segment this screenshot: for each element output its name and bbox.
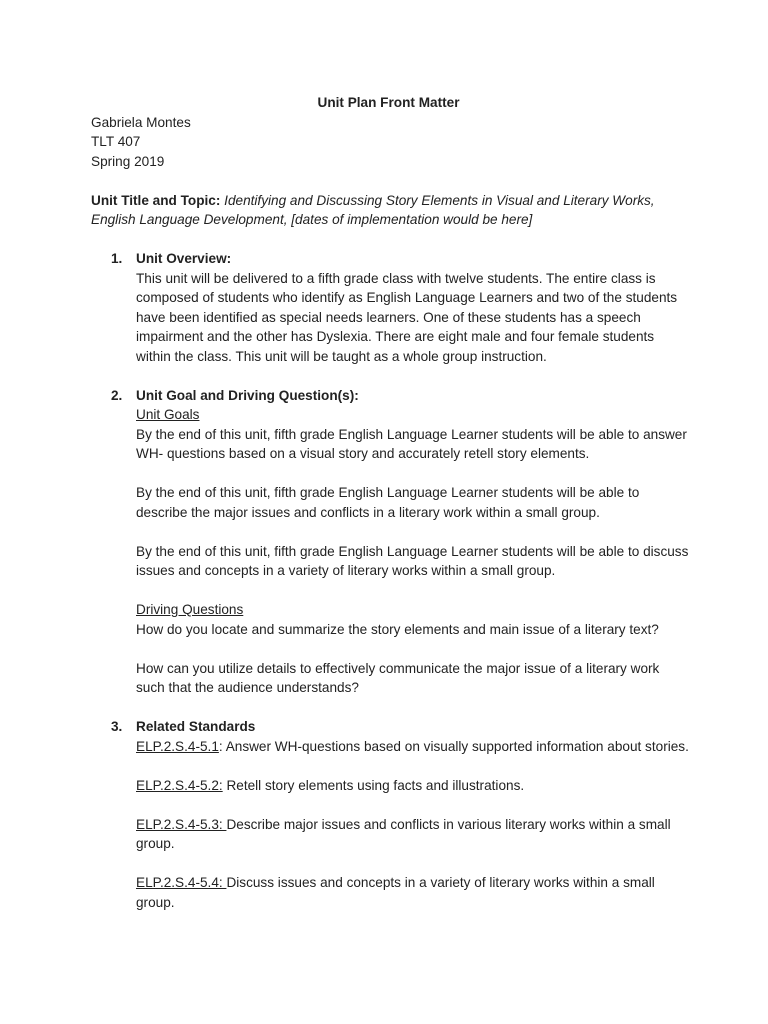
unit-goals-label: Unit Goals xyxy=(136,407,200,422)
spacer xyxy=(136,464,691,484)
standard-item xyxy=(136,776,691,796)
document-page xyxy=(91,93,691,912)
standard-text: : Answer WH-questions based on visually supported information about stories. xyxy=(218,738,689,754)
overview-body: This unit will be delivered to a fifth grade class with twelve students. The entire class is composed of students who identify as English Language Learners and two of the students have been identified as special needs learners. One of these students has a speech impairment and the other has Dyslexia. There are eight male and four female students within the class. This unit will be taught as a whole group instruction. xyxy=(136,270,678,364)
unit-title-text: Identifying and Discussing Story Elements in Visual and Literary Works, English Language Development, [dates of implementation would be here] xyxy=(91,192,655,227)
section-number: 2. xyxy=(111,387,123,403)
section-heading: Related Standards xyxy=(136,719,256,734)
standard-text: Discuss issues and concepts in a variety of literary works within a small group. xyxy=(136,875,655,910)
standard-text: Retell story elements using facts and illustrations. xyxy=(222,777,525,793)
driving-questions-label: Driving Questions xyxy=(136,602,244,617)
spacer xyxy=(136,581,691,601)
unit-goal: By the end of this unit, fifth grade English Language Learner students will be able to discuss issues and concepts in a variety of literary works within a small group. xyxy=(136,543,689,578)
driving-question: How do you locate and summarize the story elements and main issue of a literary text? xyxy=(136,621,659,637)
unit-goal: By the end of this unit, fifth grade English Language Learner students will be able to describe the major issues and conflicts in a literary work within a small group. xyxy=(136,485,640,520)
standard-item xyxy=(136,815,691,854)
section-unit-goals xyxy=(91,386,691,698)
spacer xyxy=(91,698,691,718)
standard-code: ELP.2.S.4-5.4: xyxy=(136,875,227,890)
spacer xyxy=(136,639,691,659)
document-title: Unit Plan Front Matter xyxy=(317,95,460,110)
term: Spring 2019 xyxy=(91,153,165,169)
spacer xyxy=(91,366,691,386)
spacer xyxy=(91,230,691,250)
unit-title-paragraph xyxy=(91,191,691,230)
standard-code: ELP.2.S.4-5.2: xyxy=(136,777,223,793)
spacer xyxy=(136,522,691,542)
standard-code: ELP.2.S.4-5.1 xyxy=(136,738,219,754)
course-code: TLT 407 xyxy=(91,134,141,149)
spacer xyxy=(136,795,691,815)
spacer xyxy=(91,171,691,191)
standard-item xyxy=(136,873,691,912)
spacer xyxy=(136,854,691,874)
section-heading: Unit Goal and Driving Question(s): xyxy=(136,387,359,403)
section-number: 3. xyxy=(111,719,123,734)
driving-question: How can you utilize details to effectively communicate the major issue of a literary work such that the audience understands? xyxy=(136,660,660,695)
standard-item xyxy=(136,737,691,757)
standard-code: ELP.2.S.4-5.3: xyxy=(136,816,227,832)
section-related-standards xyxy=(91,717,691,912)
section-unit-overview xyxy=(91,249,691,366)
section-number: 1. xyxy=(111,251,123,266)
unit-title-label: Unit Title and Topic: xyxy=(91,192,221,208)
author-name: Gabriela Montes xyxy=(91,114,191,130)
standard-text: Describe major issues and conflicts in various literary works within a small group. xyxy=(136,816,671,851)
spacer xyxy=(136,756,691,776)
unit-goal: By the end of this unit, fifth grade English Language Learner students will be able to answer WH- questions based on a visual story and accurately retell story elements. xyxy=(136,426,687,461)
section-heading: Unit Overview: xyxy=(136,251,232,266)
